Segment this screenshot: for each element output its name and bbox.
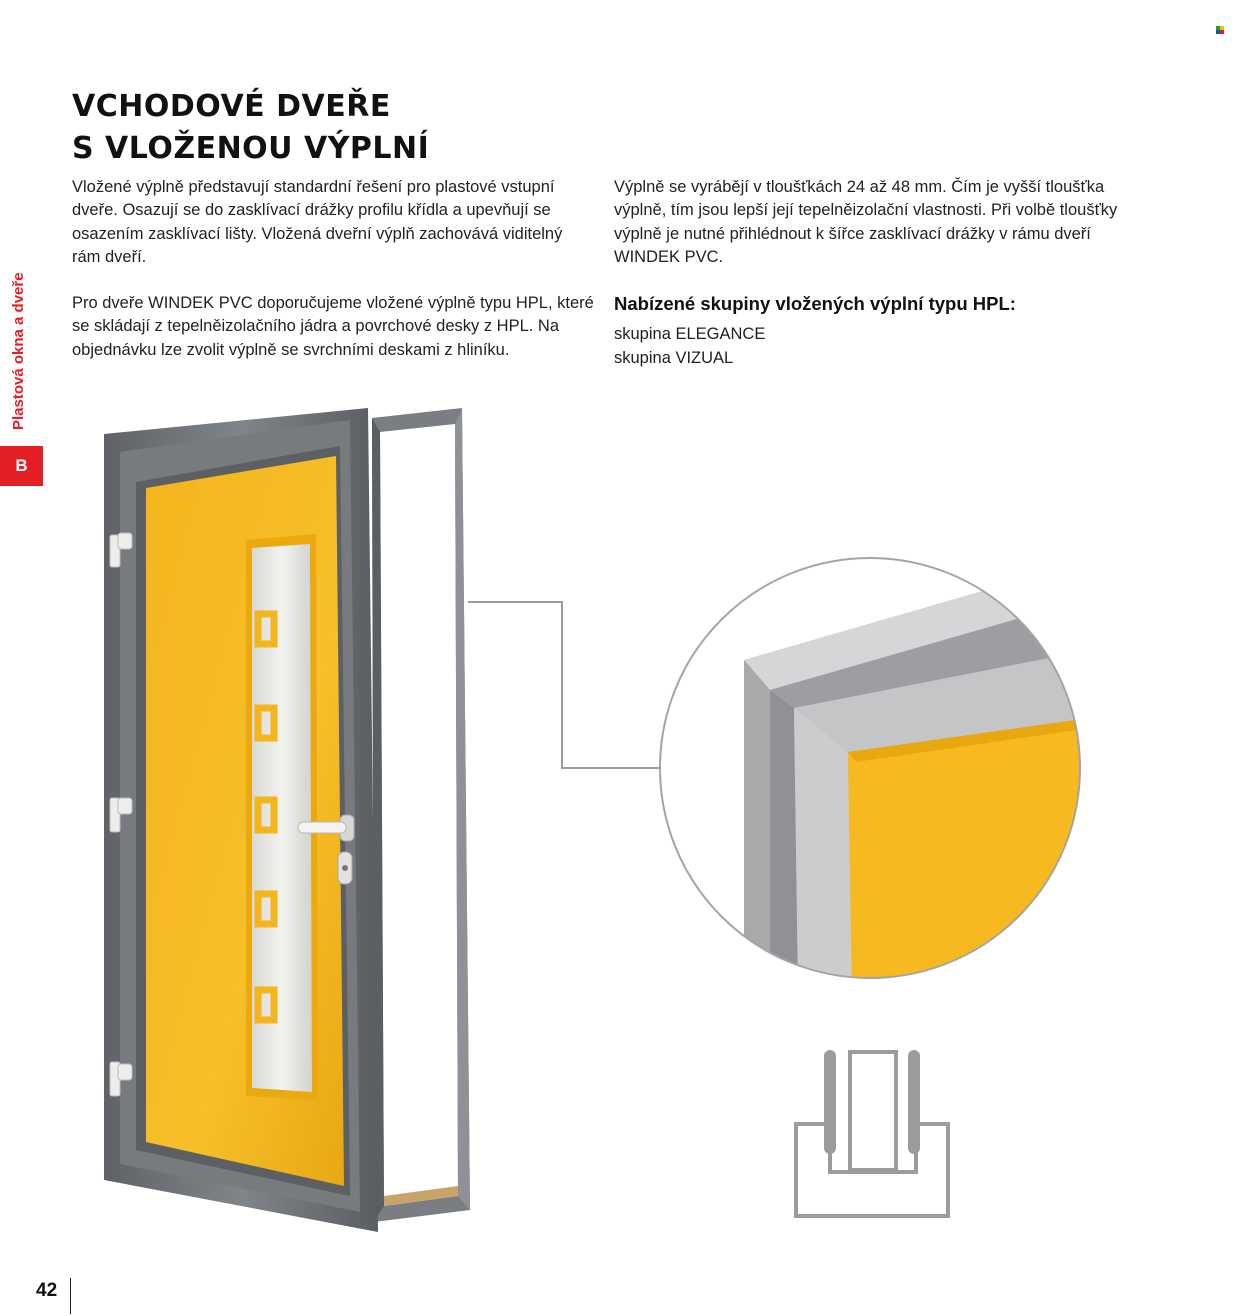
page-number-divider <box>70 1278 71 1314</box>
door-leaf <box>104 408 378 1232</box>
list-item: skupina ELEGANCE <box>614 325 766 343</box>
profile-section-icon <box>796 1050 948 1216</box>
page-number: 42 <box>36 1280 58 1301</box>
groups-subheading: Nabízené skupiny vložených výplní typu HPL: <box>614 293 1016 314</box>
title-line-1: VCHODOVÉ DVEŘE <box>72 89 391 124</box>
list-item: skupina VIZUAL <box>614 348 734 367</box>
door-case <box>372 408 470 1222</box>
thickness-paragraph: Výplně se vyrábějí v tloušťkách 24 až 48 mm. Čím je vyšší tloušťka výplně, tím jsou lepší její tepelněizolační vlastnosti. Při volbě tloušťky výplně je nutné přihlédnout k šířce zasklívací drážky v rámu dveří WINDEK PVC. <box>614 178 1118 266</box>
section-label-text: Plastová okna a dveře <box>10 272 27 430</box>
callout-line <box>468 602 662 768</box>
title-line-2: S VLOŽENOU VÝPLNÍ <box>72 131 430 166</box>
detail-zoom <box>660 558 1100 1000</box>
section-badge: B <box>0 446 43 486</box>
hpl-paragraph: Pro dveře WINDEK PVC doporučujeme vložené výplně typu HPL, které se skládají z tepelněizolačního jádra a povrchové desky z HPL. Na objednávku lze zvolit výplně se svrchními deskami z hliníku. <box>72 294 594 359</box>
intro-paragraph: Vložené výplně představují standardní řešení pro plastové vstupní dveře. Osazují se do zasklívací drážky profilu křídla a upevňují se osazením zasklívací lišty. Vložená dveřní výplň zachovává viditelný rám dveří. <box>72 178 563 266</box>
